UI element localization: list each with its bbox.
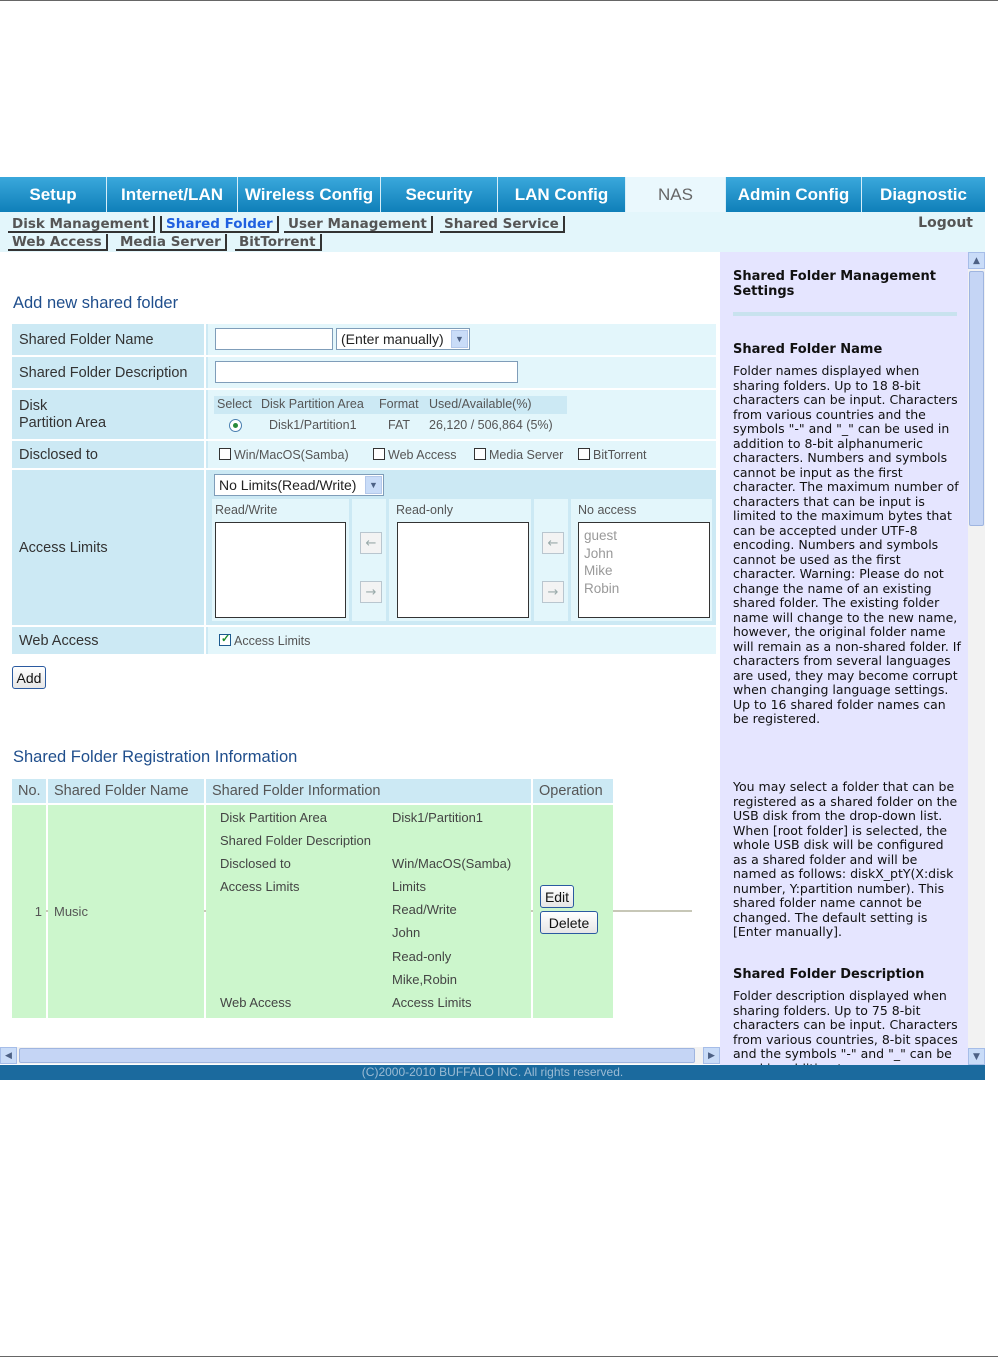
partition-usage-value: 26,120 / 506,864 (5%): [429, 418, 553, 432]
help-text-folder-description: Folder description displayed when sharing folders. Up to 75 8-bit characters can be input. Characters from various countries, 8-bit spaces and the symbols "-" and "_" can be: [733, 988, 958, 1061]
scroll-down-icon[interactable]: ▼: [968, 1048, 985, 1065]
folder-name-input[interactable]: [215, 328, 333, 350]
tab-wireless-config[interactable]: Wireless Config: [238, 177, 381, 212]
help-heading-folder-name: Shared Folder Name: [733, 342, 883, 357]
help-text-folder-name: Folder names displayed when sharing folders. Up to 18 8-bit characters can be input. Characters from various countries and the symbols "-" and "_" can be used in addition to 8-bit alphanumeric characters. Numbers and symbols cannot be input as the first character. The maximum number of characters that can be input is limited to the maximum bytes that can be accepted under UTF-8 encoding. Numbers and symbols cannot be used as the first character. Warning: Please do not change the name of an existing shared folder. The existing folder name will change to the new name, however, the original folder name will remain as a non-shared folder. If characters from several languages are used, they may become corrupt when changing language settings. Up to 16 shared folder names can be registered.: [733, 363, 961, 726]
row-folder-description: [12, 357, 716, 388]
partition-label-line1: Disk: [19, 397, 48, 414]
list-item[interactable]: guest: [584, 528, 618, 543]
readonly-listbox[interactable]: [397, 522, 529, 618]
checkbox-icon: [578, 448, 590, 460]
checkbox-icon: [474, 448, 486, 460]
info-value-access: Limits: [392, 879, 426, 894]
info-key-web: Web Access: [220, 995, 292, 1010]
info-key-access: Access Limits: [220, 879, 300, 894]
page-top-rule: [0, 0, 998, 1]
info-key-partition: Disk Partition Area: [220, 810, 327, 825]
disclosed-label: Disclosed to: [12, 441, 206, 468]
list-item[interactable]: John: [584, 545, 614, 561]
scroll-thumb[interactable]: [969, 271, 984, 526]
header-folder-name: Shared Folder Name: [48, 779, 204, 803]
scroll-up-icon[interactable]: ▲: [968, 252, 985, 269]
footer-copyright: (C)2000-2010 BUFFALO INC. All rights reserved.: [0, 1065, 985, 1080]
partition-header-area: Disk Partition Area: [261, 397, 364, 411]
tab-diagnostic[interactable]: Diagnostic: [862, 177, 985, 212]
sub-navigation: [0, 212, 985, 252]
subnav-bittorrent[interactable]: BitTorrent: [235, 234, 322, 251]
row-disclosed-to: [12, 441, 716, 468]
disclosed-bittorrent[interactable]: BitTorrent: [578, 448, 647, 462]
info-value-web: Access Limits: [392, 995, 472, 1010]
partition-label-line2: Partition Area: [19, 414, 107, 431]
info-key-disclosed: Disclosed to: [220, 856, 291, 871]
info-value-readonly-users: Mike,Robin: [392, 972, 458, 987]
info-value-partition: Disk1/Partition1: [392, 810, 484, 825]
header-operation: Operation: [533, 779, 613, 803]
disclosed-media-server[interactable]: Media Server: [474, 448, 563, 462]
folder-name-select[interactable]: [336, 328, 470, 350]
subnav-shared-service[interactable]: Shared Service: [440, 216, 565, 233]
add-button[interactable]: Add: [12, 666, 46, 689]
registration-heading: Shared Folder Registration Information: [13, 748, 298, 766]
tab-lan-config[interactable]: LAN Config: [498, 177, 626, 212]
help-text-folder-select: You may select a folder that can be registered as a shared folder on the USB disk from the drop-down list. When [root folder] is selected, the whole USB disk will be configured as a shared folder and will be named as follows: diskX_ptY(X:disk number, Y:partition number). This shared folder name cannot be changed. The default setting is [Enter manually].: [733, 779, 958, 939]
info-value-readonly-label: Read-only: [392, 949, 452, 964]
row-folder-name: [12, 324, 716, 355]
row-folder-name: Music: [48, 805, 204, 1018]
row-access-limits: [12, 470, 716, 625]
info-value-readwrite-users: John: [392, 925, 421, 940]
list-item[interactable]: Mike: [584, 563, 613, 578]
list-item[interactable]: Robin: [584, 580, 620, 596]
tab-security[interactable]: Security: [381, 177, 498, 212]
web-access-limits-checkbox[interactable]: ✓ Access Limits: [221, 633, 311, 648]
header-folder-info: Shared Folder Information: [206, 779, 531, 803]
subnav-shared-folder[interactable]: Shared Folder: [160, 216, 279, 233]
subnav-disk-management[interactable]: Disk Management: [8, 216, 155, 233]
arrow-left-icon[interactable]: ←: [542, 532, 564, 554]
scroll-thumb[interactable]: [19, 1048, 695, 1063]
access-limits-select[interactable]: [214, 474, 384, 496]
col-readwrite-header: Read/Write: [215, 503, 278, 517]
row-web-access: [12, 627, 716, 654]
checkbox-icon: [373, 448, 385, 460]
row-no: 1: [12, 805, 46, 1018]
help-title: Shared Folder Management Settings: [733, 269, 936, 299]
partition-header-format: Format: [379, 397, 419, 411]
help-divider: [733, 312, 957, 316]
edit-button[interactable]: Edit: [540, 885, 574, 908]
delete-button[interactable]: Delete: [540, 911, 598, 934]
logout-link[interactable]: Logout: [918, 215, 973, 231]
info-value-readwrite-label: Read/Write: [392, 902, 457, 917]
partition-header-usage: Used/Available(%): [429, 397, 532, 411]
partition-area-value: Disk1/Partition1: [269, 418, 357, 432]
folder-description-input[interactable]: [215, 361, 518, 383]
checkmark-icon: ✓: [221, 633, 231, 645]
scroll-right-icon[interactable]: ▶: [703, 1047, 720, 1064]
partition-radio[interactable]: [229, 419, 242, 432]
arrow-right-icon[interactable]: →: [542, 581, 564, 603]
web-access-label: Web Access: [12, 627, 206, 654]
disclosed-samba[interactable]: Win/MacOS(Samba): [219, 448, 349, 462]
page-bottom-rule: [0, 1356, 998, 1357]
row-partition-area: [12, 390, 716, 439]
folder-description-label: Shared Folder Description: [12, 357, 206, 388]
tab-nas[interactable]: NAS: [626, 177, 726, 212]
readwrite-listbox[interactable]: [215, 522, 346, 618]
partition-table: [208, 390, 716, 439]
scroll-left-icon[interactable]: ◀: [0, 1047, 17, 1064]
subnav-user-management[interactable]: User Management: [284, 216, 433, 233]
folder-name-select-value: (Enter manually): [341, 331, 444, 347]
info-key-description: Shared Folder Description: [220, 833, 372, 848]
subnav-web-access[interactable]: Web Access: [8, 234, 108, 251]
main-content: [0, 252, 720, 1047]
tab-admin-config[interactable]: Admin Config: [726, 177, 862, 212]
chevron-down-icon: ▼: [451, 330, 468, 348]
help-heading-folder-description: Shared Folder Description: [733, 967, 925, 982]
col-noaccess-header: No access: [578, 503, 637, 517]
disclosed-web-access[interactable]: Web Access: [373, 448, 457, 462]
checkbox-icon: [219, 448, 231, 460]
header-no: No.: [12, 779, 46, 803]
partition-header-select: Select: [217, 397, 252, 411]
tab-setup[interactable]: Setup: [0, 177, 107, 212]
info-value-disclosed: Win/MacOS(Samba): [392, 856, 512, 871]
horizontal-scrollbar[interactable]: [0, 1047, 720, 1064]
folder-name-label: Shared Folder Name: [12, 324, 206, 355]
help-panel: [720, 252, 968, 1065]
partition-format-value: FAT: [388, 418, 410, 432]
vertical-scrollbar[interactable]: [968, 252, 985, 1065]
router-admin-window: [0, 177, 985, 1080]
access-limits-select-value: No Limits(Read/Write): [219, 477, 357, 493]
add-folder-heading: Add new shared folder: [13, 294, 179, 312]
noaccess-listbox[interactable]: [578, 522, 710, 618]
main-tab-bar: [0, 177, 985, 212]
col-readonly-header: Read-only: [396, 503, 453, 517]
subnav-media-server[interactable]: Media Server: [116, 234, 227, 251]
tab-internet-lan[interactable]: Internet/LAN: [107, 177, 238, 212]
arrow-right-icon[interactable]: →: [360, 581, 382, 603]
arrow-left-icon[interactable]: ←: [360, 532, 382, 554]
access-limits-label: Access Limits: [12, 470, 206, 625]
chevron-down-icon: ▼: [365, 476, 382, 494]
